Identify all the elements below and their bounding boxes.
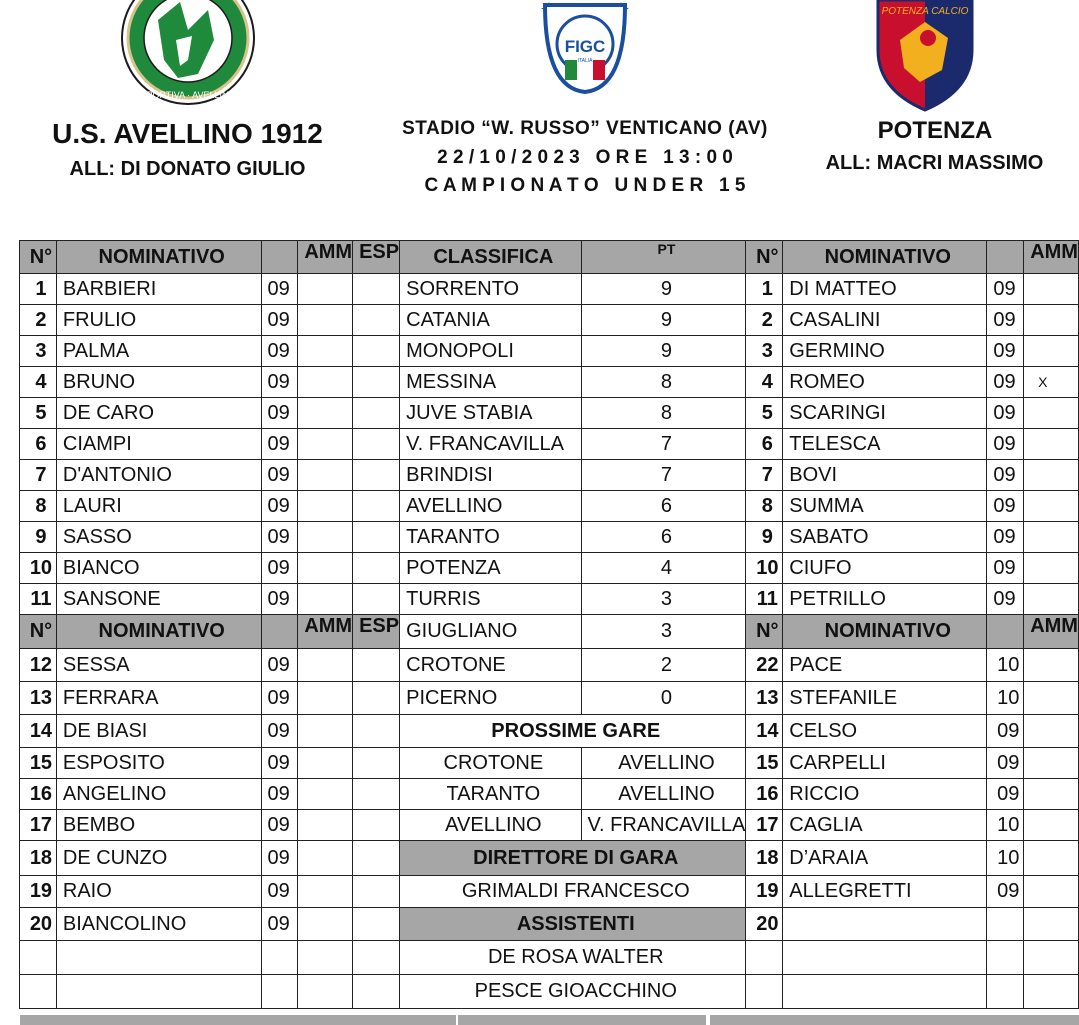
away-sub-amm[interactable] — [1024, 941, 1079, 975]
home-sub-name: FERRARA — [56, 682, 261, 715]
away-player-amm[interactable] — [1024, 274, 1079, 305]
home-amm-header: AMM — [298, 241, 353, 274]
home-sub-name: ANGELINO — [56, 779, 261, 810]
standings-points: 3 — [581, 615, 746, 649]
footer-strip-right — [710, 1015, 1079, 1025]
standings-team: JUVE STABIA — [400, 398, 581, 429]
home-player-esp[interactable] — [353, 491, 400, 522]
assistants-title: ASSISTENTI — [400, 908, 746, 941]
home-player-amm[interactable] — [298, 429, 353, 460]
away-sub-number — [746, 975, 783, 1009]
away-player-year: 09 — [987, 522, 1024, 553]
home-subs-num-header: N° — [20, 615, 57, 649]
home-sub-number: 16 — [20, 779, 57, 810]
home-sub-name — [56, 975, 261, 1009]
away-player-year: 09 — [987, 460, 1024, 491]
away-sub-name: CARPELLI — [783, 748, 987, 779]
match-competition: C A M P I O N A T O U N D E R 1 5 — [424, 175, 746, 196]
away-sub-year: 10 — [987, 810, 1024, 841]
away-sub-number: 22 — [746, 649, 783, 682]
home-player-name: FRULIO — [56, 305, 261, 336]
away-player-name: SCARINGI — [783, 398, 987, 429]
away-player-name: SABATO — [783, 522, 987, 553]
away-player-amm[interactable] — [1024, 336, 1079, 367]
away-player-amm[interactable] — [1024, 429, 1079, 460]
away-sub-year: 09 — [987, 715, 1024, 748]
away-sub-name: CELSO — [783, 715, 987, 748]
away-player-number: 1 — [746, 274, 783, 305]
figc-logo — [535, 0, 635, 95]
home-sub-year: 09 — [261, 649, 298, 682]
home-sub-esp[interactable] — [353, 779, 400, 810]
away-player-year: 09 — [987, 398, 1024, 429]
home-player-number: 9 — [20, 522, 57, 553]
away-sub-name: CAGLIA — [783, 810, 987, 841]
home-player-amm[interactable] — [298, 522, 353, 553]
away-team-name: POTENZA — [877, 117, 993, 144]
away-player-year: 09 — [987, 553, 1024, 584]
standings-team: TURRIS — [400, 584, 581, 615]
next-match-away: AVELLINO — [581, 748, 746, 779]
away-sub-number: 17 — [746, 810, 783, 841]
home-sub-amm[interactable] — [298, 748, 353, 779]
standings-points: 9 — [581, 274, 746, 305]
standings-team: SORRENTO — [400, 274, 581, 305]
home-player-number: 6 — [20, 429, 57, 460]
home-player-esp[interactable] — [353, 460, 400, 491]
home-sub-name: DE CUNZO — [56, 841, 261, 876]
home-player-amm[interactable] — [298, 398, 353, 429]
home-player-name: D'ANTONIO — [56, 460, 261, 491]
home-player-year: 09 — [261, 274, 298, 305]
avellino-logo-bottom-text: SPORTIVA · AVELLINO — [140, 90, 236, 100]
home-player-number: 8 — [20, 491, 57, 522]
away-player-year: 09 — [987, 367, 1024, 398]
home-player-year: 09 — [261, 305, 298, 336]
home-player-year: 09 — [261, 584, 298, 615]
home-player-number: 11 — [20, 584, 57, 615]
away-sub-amm[interactable] — [1024, 748, 1079, 779]
home-player-name: BRUNO — [56, 367, 261, 398]
home-player-number: 1 — [20, 274, 57, 305]
away-player-amm[interactable] — [1024, 553, 1079, 584]
home-player-year: 09 — [261, 336, 298, 367]
standings-pt-header: PT — [581, 241, 746, 274]
home-sub-esp[interactable] — [353, 682, 400, 715]
home-sub-name: BIANCOLINO — [56, 908, 261, 941]
away-player-number: 9 — [746, 522, 783, 553]
assistant-name: DE ROSA WALTER — [400, 941, 746, 975]
away-sub-amm[interactable] — [1024, 810, 1079, 841]
away-player-year: 09 — [987, 491, 1024, 522]
home-player-amm[interactable] — [298, 367, 353, 398]
away-sub-year: 09 — [987, 748, 1024, 779]
home-sub-year — [261, 975, 298, 1009]
away-sub-name: ALLEGRETTI — [783, 876, 987, 908]
home-sub-year: 09 — [261, 715, 298, 748]
home-sub-esp[interactable] — [353, 810, 400, 841]
away-sub-number: 20 — [746, 908, 783, 941]
standings-team: MESSINA — [400, 367, 581, 398]
home-player-number: 5 — [20, 398, 57, 429]
home-player-name: PALMA — [56, 336, 261, 367]
standings-points: 7 — [581, 429, 746, 460]
away-player-amm[interactable] — [1024, 522, 1079, 553]
home-name-header: NOMINATIVO — [56, 241, 261, 274]
standings-team: POTENZA — [400, 553, 581, 584]
away-sub-year — [987, 908, 1024, 941]
home-player-year: 09 — [261, 553, 298, 584]
home-player-number: 10 — [20, 553, 57, 584]
home-player-amm[interactable] — [298, 274, 353, 305]
home-sub-amm[interactable] — [298, 715, 353, 748]
home-sub-number — [20, 941, 57, 975]
home-sub-number: 12 — [20, 649, 57, 682]
away-sub-amm[interactable] — [1024, 908, 1079, 941]
standings-points: 8 — [581, 398, 746, 429]
home-player-amm[interactable] — [298, 460, 353, 491]
away-player-number: 2 — [746, 305, 783, 336]
home-sub-name: DE BIASI — [56, 715, 261, 748]
home-subs-esp-header: ESP — [353, 615, 400, 649]
home-player-esp[interactable] — [353, 367, 400, 398]
away-sub-number: 14 — [746, 715, 783, 748]
away-sub-name: RICCIO — [783, 779, 987, 810]
away-sub-number: 18 — [746, 841, 783, 876]
next-match-away: AVELLINO — [581, 779, 746, 810]
standings-team: PICERNO — [400, 682, 581, 715]
home-player-year: 09 — [261, 460, 298, 491]
away-sub-year — [987, 975, 1024, 1009]
away-sub-year: 09 — [987, 876, 1024, 908]
home-subs-name-header: NOMINATIVO — [56, 615, 261, 649]
away-player-number: 7 — [746, 460, 783, 491]
home-sub-number: 18 — [20, 841, 57, 876]
away-player-year: 09 — [987, 305, 1024, 336]
home-player-name: SANSONE — [56, 584, 261, 615]
away-player-amm[interactable] — [1024, 491, 1079, 522]
away-year-header — [987, 241, 1024, 274]
home-sub-amm[interactable] — [298, 908, 353, 941]
away-player-year: 09 — [987, 274, 1024, 305]
home-sub-esp[interactable] — [353, 748, 400, 779]
home-player-amm[interactable] — [298, 491, 353, 522]
away-sub-number — [746, 941, 783, 975]
home-coach: ALL: DI DONATO GIULIO — [69, 158, 306, 180]
away-subs-num-header: N° — [746, 615, 783, 649]
home-sub-number — [20, 975, 57, 1009]
home-sub-esp[interactable] — [353, 941, 400, 975]
figc-logo-sub: ITALIA — [577, 58, 593, 64]
away-player-year: 09 — [987, 429, 1024, 460]
standings-points: 7 — [581, 460, 746, 491]
home-player-number: 3 — [20, 336, 57, 367]
next-match-home: TARANTO — [400, 779, 581, 810]
away-player-name: GERMINO — [783, 336, 987, 367]
home-subs-amm-header: AMM — [298, 615, 353, 649]
away-sub-amm[interactable] — [1024, 876, 1079, 908]
away-player-amm[interactable] — [1024, 584, 1079, 615]
away-sub-year: 10 — [987, 841, 1024, 876]
potenza-logo-text: POTENZA CALCIO — [881, 6, 969, 17]
home-team-name: U.S. AVELLINO 1912 — [52, 118, 323, 149]
home-sub-esp[interactable] — [353, 876, 400, 908]
standings-points: 8 — [581, 367, 746, 398]
home-sub-amm[interactable] — [298, 876, 353, 908]
home-sub-name: BEMBO — [56, 810, 261, 841]
home-player-amm[interactable] — [298, 305, 353, 336]
home-player-esp[interactable] — [353, 429, 400, 460]
home-player-number: 2 — [20, 305, 57, 336]
home-player-esp[interactable] — [353, 522, 400, 553]
home-player-number: 4 — [20, 367, 57, 398]
home-player-esp[interactable] — [353, 305, 400, 336]
away-sub-amm[interactable] — [1024, 975, 1079, 1009]
home-player-amm[interactable] — [298, 336, 353, 367]
away-player-amm[interactable] — [1024, 398, 1079, 429]
home-sub-amm[interactable] — [298, 682, 353, 715]
away-sub-amm[interactable] — [1024, 841, 1079, 876]
standings-team: BRINDISI — [400, 460, 581, 491]
away-amm-header: AMM — [1024, 241, 1079, 274]
match-datetime: 2 2 / 1 0 / 2 0 2 3 O R E 1 3 : 0 0 — [437, 147, 733, 168]
standings-points: 4 — [581, 553, 746, 584]
away-sub-name: PACE — [783, 649, 987, 682]
standings-team: CATANIA — [400, 305, 581, 336]
referee-title: DIRETTORE DI GARA — [400, 841, 746, 876]
home-sub-amm[interactable] — [298, 841, 353, 876]
away-sub-year — [987, 941, 1024, 975]
standings-points: 0 — [581, 682, 746, 715]
away-player-number: 8 — [746, 491, 783, 522]
standings-team: V. FRANCAVILLA — [400, 429, 581, 460]
away-player-amm[interactable] — [1024, 460, 1079, 491]
away-num-header: N° — [746, 241, 783, 274]
away-player-name: DI MATTEO — [783, 274, 987, 305]
home-num-header: N° — [20, 241, 57, 274]
next-matches-title: PROSSIME GARE — [400, 715, 746, 748]
home-subs-year-header — [261, 615, 298, 649]
away-player-name: PETRILLO — [783, 584, 987, 615]
home-sub-esp[interactable] — [353, 715, 400, 748]
home-player-year: 09 — [261, 429, 298, 460]
home-player-name: DE CARO — [56, 398, 261, 429]
away-player-name: CASALINI — [783, 305, 987, 336]
away-coach: ALL: MACRI MASSIMO — [825, 152, 1044, 174]
away-player-year: 09 — [987, 336, 1024, 367]
avellino-crest-logo — [118, 0, 258, 110]
away-player-year: 09 — [987, 584, 1024, 615]
away-sub-number: 13 — [746, 682, 783, 715]
home-player-name: SASSO — [56, 522, 261, 553]
away-sub-name: STEFANILE — [783, 682, 987, 715]
home-player-name: LAURI — [56, 491, 261, 522]
home-player-year: 09 — [261, 398, 298, 429]
away-player-number: 11 — [746, 584, 783, 615]
home-sub-amm[interactable] — [298, 975, 353, 1009]
home-sub-year: 09 — [261, 682, 298, 715]
standings-points: 9 — [581, 305, 746, 336]
home-player-esp[interactable] — [353, 584, 400, 615]
away-player-name: ROMEO — [783, 367, 987, 398]
away-player-amm[interactable]: X — [1024, 367, 1079, 398]
home-player-esp[interactable] — [353, 336, 400, 367]
standings-points: 6 — [581, 491, 746, 522]
away-sub-number: 15 — [746, 748, 783, 779]
assistant-name: PESCE GIOACCHINO — [400, 975, 746, 1009]
potenza-crest-logo — [870, 0, 980, 112]
home-esp-header: ESP — [353, 241, 400, 274]
home-player-year: 09 — [261, 522, 298, 553]
away-player-number: 3 — [746, 336, 783, 367]
home-sub-amm[interactable] — [298, 941, 353, 975]
standings-points: 3 — [581, 584, 746, 615]
away-subs-amm-header: AMM — [1024, 615, 1079, 649]
home-player-name: BIANCO — [56, 553, 261, 584]
away-sub-amm[interactable] — [1024, 682, 1079, 715]
away-player-name: CIUFO — [783, 553, 987, 584]
standings-team: AVELLINO — [400, 491, 581, 522]
footer-strip-left — [20, 1015, 456, 1025]
home-player-name: BARBIERI — [56, 274, 261, 305]
standings-header: CLASSIFICA — [400, 241, 581, 274]
standings-team: GIUGLIANO — [400, 615, 581, 649]
home-sub-esp[interactable] — [353, 649, 400, 682]
away-player-name: BOVI — [783, 460, 987, 491]
figc-logo-text: FIGC — [564, 37, 606, 56]
home-sub-number: 14 — [20, 715, 57, 748]
away-sub-number: 19 — [746, 876, 783, 908]
standings-points: 2 — [581, 649, 746, 682]
away-sub-year: 09 — [987, 779, 1024, 810]
away-player-number: 4 — [746, 367, 783, 398]
away-sub-name — [783, 975, 987, 1009]
home-sub-year: 09 — [261, 876, 298, 908]
home-sub-year: 09 — [261, 779, 298, 810]
home-sub-amm[interactable] — [298, 810, 353, 841]
home-sub-amm[interactable] — [298, 779, 353, 810]
away-player-name: SUMMA — [783, 491, 987, 522]
away-player-name: TELESCA — [783, 429, 987, 460]
standings-points: 6 — [581, 522, 746, 553]
next-match-home: AVELLINO — [400, 810, 581, 841]
standings-team: MONOPOLI — [400, 336, 581, 367]
home-sub-number: 17 — [20, 810, 57, 841]
away-sub-amm[interactable] — [1024, 649, 1079, 682]
home-sub-number: 20 — [20, 908, 57, 941]
home-sub-name — [56, 941, 261, 975]
avellino-logo-top-text — [148, 0, 229, 1]
away-sub-amm[interactable] — [1024, 779, 1079, 810]
home-player-amm[interactable] — [298, 553, 353, 584]
home-player-esp[interactable] — [353, 274, 400, 305]
away-player-number: 5 — [746, 398, 783, 429]
footer-strip-mid — [458, 1015, 706, 1025]
home-sub-number: 19 — [20, 876, 57, 908]
home-sub-year: 09 — [261, 841, 298, 876]
next-match-away: V. FRANCAVILLA — [581, 810, 746, 841]
away-player-number: 6 — [746, 429, 783, 460]
home-player-year: 09 — [261, 491, 298, 522]
away-sub-year: 10 — [987, 649, 1024, 682]
home-sub-year: 09 — [261, 810, 298, 841]
standings-team: CROTONE — [400, 649, 581, 682]
away-player-number: 10 — [746, 553, 783, 584]
away-sub-name — [783, 908, 987, 941]
away-sub-name: D’ARAIA — [783, 841, 987, 876]
home-sub-name: SESSA — [56, 649, 261, 682]
home-player-name: CIAMPI — [56, 429, 261, 460]
match-sheet-table — [19, 240, 1079, 1009]
away-sub-name — [783, 941, 987, 975]
next-match-home: CROTONE — [400, 748, 581, 779]
away-sub-amm[interactable] — [1024, 715, 1079, 748]
home-player-esp[interactable] — [353, 553, 400, 584]
away-name-header: NOMINATIVO — [783, 241, 987, 274]
home-year-header — [261, 241, 298, 274]
home-sub-year — [261, 941, 298, 975]
home-sub-number: 15 — [20, 748, 57, 779]
away-subs-year-header — [987, 615, 1024, 649]
home-player-esp[interactable] — [353, 398, 400, 429]
standings-team: TARANTO — [400, 522, 581, 553]
home-sub-year: 09 — [261, 908, 298, 941]
away-subs-name-header: NOMINATIVO — [783, 615, 987, 649]
home-sub-esp[interactable] — [353, 841, 400, 876]
away-sub-year: 10 — [987, 682, 1024, 715]
home-sub-number: 13 — [20, 682, 57, 715]
away-player-amm[interactable] — [1024, 305, 1079, 336]
home-sub-year: 09 — [261, 748, 298, 779]
home-sub-esp[interactable] — [353, 975, 400, 1009]
home-player-year: 09 — [261, 367, 298, 398]
referee-name: GRIMALDI FRANCESCO — [400, 876, 746, 908]
away-sub-number: 16 — [746, 779, 783, 810]
home-sub-esp[interactable] — [353, 908, 400, 941]
standings-points: 9 — [581, 336, 746, 367]
home-player-number: 7 — [20, 460, 57, 491]
home-player-amm[interactable] — [298, 584, 353, 615]
match-venue: STADIO “W. RUSSO” VENTICANO (AV) — [402, 118, 768, 139]
home-sub-name: ESPOSITO — [56, 748, 261, 779]
home-sub-amm[interactable] — [298, 649, 353, 682]
home-sub-name: RAIO — [56, 876, 261, 908]
